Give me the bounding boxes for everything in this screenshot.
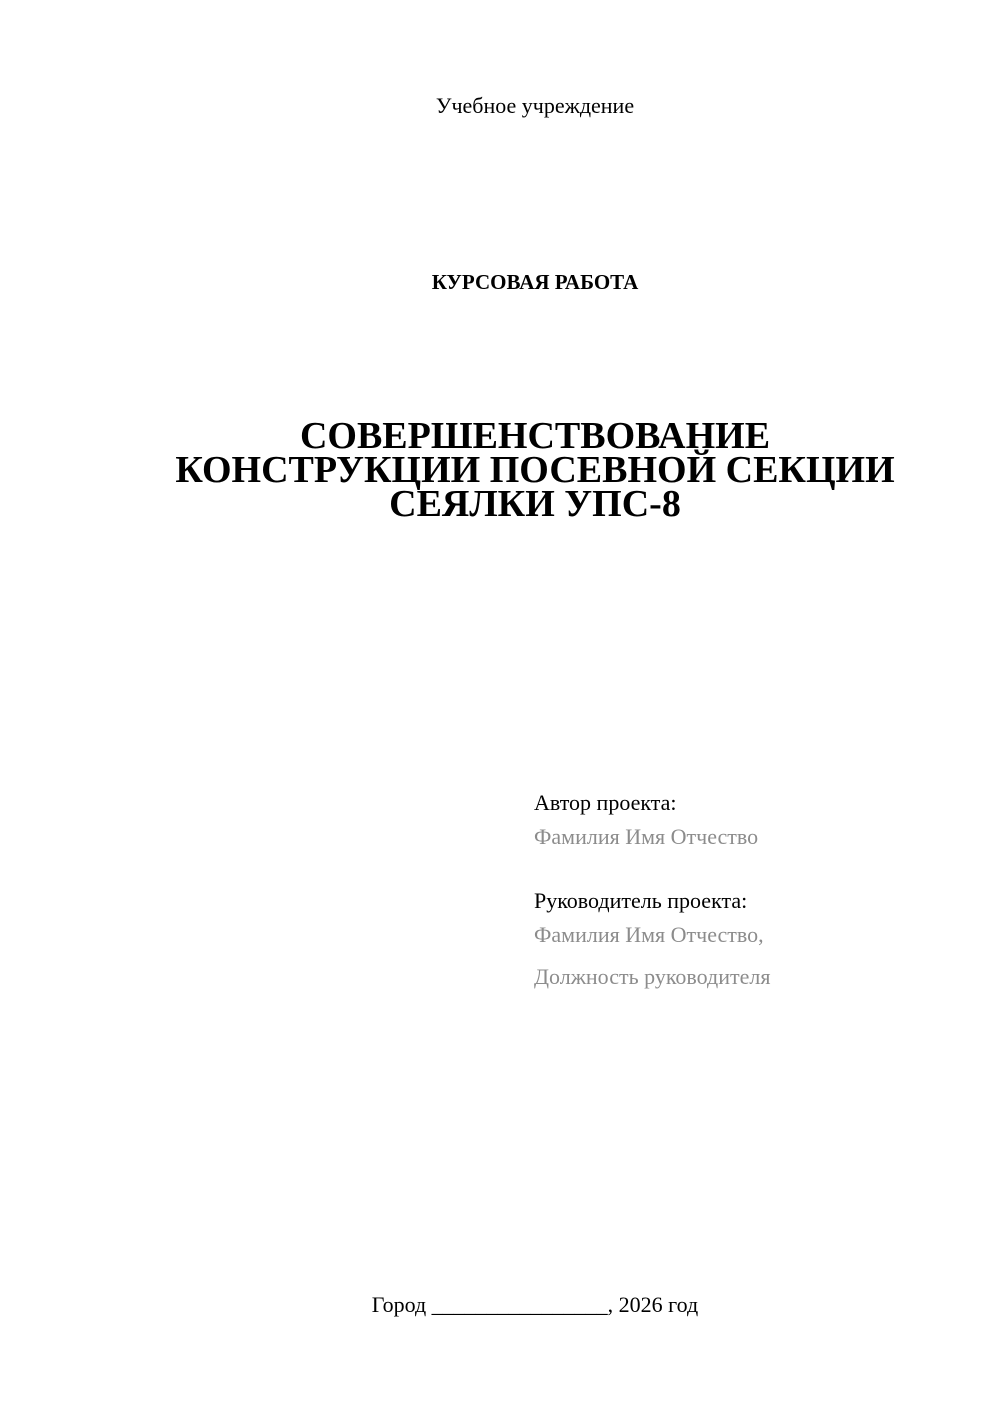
title-line-1: СОВЕРШЕНСТВОВАНИЕ [299,415,771,457]
document-title [150,415,920,525]
document-type: КУРСОВАЯ РАБОТА [431,270,639,294]
spacer [534,864,974,886]
supervisor-label: Руководитель проекта: [534,888,748,913]
author-name: Фамилия Имя Отчество [534,824,759,849]
author-label: Автор проекта: [534,790,677,815]
supervisor-position: Должность руководителя [534,964,771,989]
institution-name: Учебное учреждение [435,93,635,118]
supervisor-name: Фамилия Имя Отчество, [534,922,764,947]
signature-block [534,788,974,1004]
city-year-line: Город ________________, 2026 год [371,1292,699,1317]
title-line-2: КОНСТРУКЦИИ ПОСЕВНОЙ СЕКЦИИ [175,449,895,491]
title-line-3: СЕЯЛКИ УПС-8 [389,483,681,525]
